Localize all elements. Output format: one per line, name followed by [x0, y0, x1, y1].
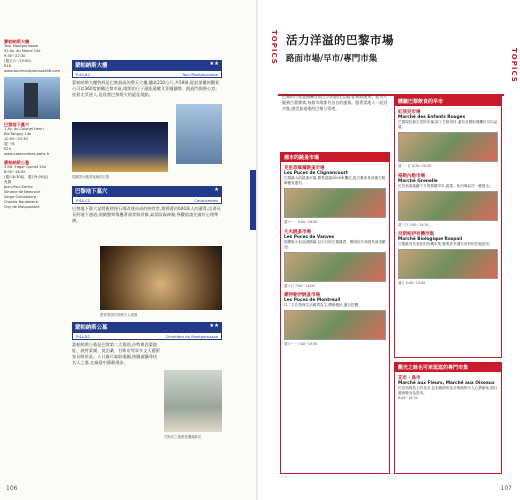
market-fr-name: Marché aux Fleurs, Marché aux Oiseaux — [398, 381, 495, 386]
tower-exterior-photo — [176, 104, 222, 164]
market-name: 凡夫跳蚤市場 — [284, 229, 311, 235]
photo-caption-3: 甘斯布之墓總是擺滿鮮花 — [164, 435, 202, 439]
sidebar-line: Serge Gainsbourg — [4, 195, 37, 199]
market-entry — [284, 229, 386, 289]
market-text: 巴黎最大的跳蚤市場,聚集超過2000家攤位,從古董家具到復古服飾應有盡有。 — [284, 176, 386, 185]
market-name: 格勒內勒市場 — [398, 173, 425, 179]
right-page — [262, 0, 520, 500]
market-photo — [398, 191, 498, 221]
market-text: 以二手衣物與生活雜貨為主,價格親民,適合挖寶。 — [284, 303, 362, 308]
market-entry — [398, 109, 498, 169]
market-name: 克里昂庫爾跳蚤市場 — [284, 166, 325, 171]
sidebar-line: 免費 — [4, 180, 12, 184]
morning-market-list — [395, 106, 501, 291]
left-page — [0, 0, 258, 500]
market-name: 蒙特勒伊跳蚤市場 — [284, 293, 320, 299]
market-text: 規模較小但品項精緻,以小巧的古董雜貨、舊明信片與餐具最受歡迎。 — [284, 239, 386, 249]
market-info: 週六~一 9:00~18:00 — [284, 220, 318, 224]
sidebar-line: €29 — [4, 147, 11, 151]
market-photo — [398, 249, 498, 279]
section-subtitle: P.44-B2 Cimetière du Montparnasse — [72, 332, 222, 340]
catacombs-photo — [100, 246, 222, 310]
photo-caption-2: 整齊堆放的骨骸令人震撼 — [100, 313, 138, 317]
box-heading: 體驗巴黎飲食的早市 — [395, 97, 501, 106]
cemetery-photo — [164, 370, 222, 432]
sidebar-line: 9:30~22:30 — [4, 54, 26, 58]
left-sidebar — [4, 36, 62, 210]
section-text: 巴黎地下墓穴是將舊時採石場改建而成的納骨堂,埋葬著約600萬人的遺骨,沿著長長的地下通道,兩側整齊堆疊著頭骨與骨骸,氣氛陰森神秘,參觀前請先做好心理準備。 — [72, 206, 221, 223]
sidebar-line: 8:00~18:00 — [4, 170, 26, 174]
market-name: 拉斯帕伊有機市集 — [398, 232, 434, 238]
flea-market-box — [280, 152, 390, 474]
market-fr-name: Les Puces de Vanves — [284, 234, 335, 240]
market-photo — [284, 310, 386, 340]
flower-market — [395, 372, 501, 402]
photo-caption-1: 從觀景台眺望夜晚的巴黎 — [72, 175, 110, 179]
market-text: 巴黎最具代表性的有機市集,聚集許多講究食材的在地居民。 — [398, 242, 493, 247]
morning-market-box — [394, 96, 502, 358]
market-info: 週六日 7:00~14:00 — [284, 283, 315, 288]
market-photo — [284, 188, 386, 218]
night-view-photo — [72, 122, 168, 172]
topic-intro: 巴黎的市集是體驗在地生活的最佳去處,從新鮮蔬果、起司火腿到古董雜貨,每個市場都有各自的風情。跟著當地人一起逛市集,感受最道地的巴黎日常吧。 — [282, 94, 388, 111]
section-subtitle: P.44-B2 Tour Montparnasse — [72, 70, 222, 78]
market-photo — [284, 252, 386, 282]
market-info: 8:00~19:30 — [398, 396, 418, 400]
topics-label-right: TOPICS — [510, 48, 518, 83]
market-entry — [284, 292, 386, 347]
sidebar-line: 3 Bd. Edgar Quinet 14e — [4, 165, 47, 169]
special-market-box — [394, 362, 502, 474]
market-info: 週二~日 8:30~20:30 — [398, 164, 432, 168]
sidebar-line: www.tourmontparnasse56.com — [4, 69, 61, 73]
market-fr-name: Les Puces de Clignancourt — [284, 171, 348, 176]
section-text: 蒙帕納斯公墓是巴黎第二大墓園,沙特與西蒙波娃、波特萊爾、莫泊桑、甘斯布等眾多文人藝術家長眠於此。入口處可索取地圖,按圖索驥尋找名人之墓,在綠蔭中靜靜漫步。 — [72, 342, 160, 365]
market-fr-name: Les Puces de Montreuil — [284, 298, 341, 304]
tower-photo — [4, 77, 60, 119]
sidebar-block-3 — [4, 165, 62, 210]
market-text: 位於西堤島上的花市,色彩繽紛的花卉與植物令人心情愉悅,週日還會變身為鳥市。 — [398, 386, 498, 395]
sidebar-block-1 — [4, 44, 62, 74]
market-photo — [398, 132, 498, 162]
market-fr-name: Marché des Enfants Rouges — [398, 115, 466, 120]
sidebar-line: 33 Av. du Maine 15e — [4, 49, 41, 53]
market-entry — [398, 231, 498, 286]
market-fr-name: Marché Biologique Raspail — [398, 237, 463, 243]
sidebar-line: 10:00~20:30 — [4, 137, 28, 141]
section-title: 巴黎地下墓穴 ★ — [72, 186, 222, 196]
sidebar-line: Tour Montparnasse — [4, 44, 38, 48]
market-text: 巴黎現存最古老的市場,除了生鮮食材,還有各國料理攤位可以品嚐。 — [398, 120, 498, 129]
sidebar-head-3: 蒙帕納斯公墓 — [4, 160, 30, 165]
right-page-number: 107 — [500, 485, 512, 492]
sidebar-line: Simone de Beauvoir — [4, 190, 41, 194]
box-heading: 觀光之餘也可來逛逛的專門市集 — [395, 363, 501, 372]
market-text: 位於高架地鐵下方的熱鬧早市,蔬果、魚肉與起司一應俱全。 — [398, 183, 493, 188]
sidebar-block-2 — [4, 127, 62, 157]
market-entry — [284, 165, 386, 225]
market-info: 週六~一 7:00~19:30 — [284, 342, 318, 347]
flea-market-list — [281, 162, 389, 352]
section-montparnasse-tower — [72, 60, 222, 98]
box-heading: 週末的跳蚤市場 — [281, 153, 389, 162]
section-text: 蒙帕納斯大樓曾經是巴黎最高的摩天大樓,樓高210公尺,共59層,從最頂樓的觀景台可以360度俯瞰巴黎市區,晴朗的日子還能遠眺艾菲爾鐵塔、凱旋門與聖心堂。夜景尤其迷人,是欣賞巴黎燈火的絕佳地點。 — [72, 80, 220, 97]
sidebar-line: €18 — [4, 64, 11, 68]
sidebar-head-2: 巴黎地下墓穴 — [4, 122, 30, 127]
section-title: 蒙帕納斯公墓 ★★ — [72, 322, 222, 332]
market-fr-name: Marché Grenelle — [398, 178, 438, 184]
sidebar-line: Charles Baudelaire — [4, 200, 38, 204]
sidebar-line: www.catacombes.paris.fr — [4, 152, 50, 156]
title-band — [278, 0, 504, 96]
sidebar-line: (週六8:30起、週日9:00起) — [4, 175, 49, 179]
market-name: 花市・鳥市 — [398, 376, 421, 381]
sidebar-line: Rol-Tanguy 14e — [4, 132, 32, 136]
topic-title: 活力洋溢的巴黎市場 — [286, 33, 394, 47]
sidebar-line: (週五六~23:00) — [4, 59, 31, 63]
sidebar-line: Jean-Paul Sartre — [4, 185, 33, 189]
market-info: 週三日 7:00~14:30 — [398, 222, 429, 227]
market-name: 紅孩兒市場 — [398, 110, 421, 115]
sidebar-line: 週一休 — [4, 142, 15, 146]
market-entry — [398, 173, 498, 228]
market-info: 週日 9:00~15:00 — [398, 281, 426, 286]
left-page-number: 106 — [6, 485, 18, 492]
topic-subtitle: 路面市場/早市/專門市集 — [286, 54, 378, 64]
section-title: 蒙帕納斯大樓 ★★ — [72, 60, 222, 70]
topics-label-left: TOPICS — [270, 30, 278, 65]
sidebar-head-1: 蒙帕納斯大樓 — [4, 39, 30, 44]
section-catacombs — [72, 186, 222, 224]
section-subtitle: P.44-C2 Catacombes — [72, 196, 222, 204]
sidebar-line: Guy de Maupassant — [4, 205, 40, 209]
section-montparnasse-cemetery — [72, 322, 222, 366]
sidebar-line: 1 Av. du Colonel Henri — [4, 127, 44, 131]
